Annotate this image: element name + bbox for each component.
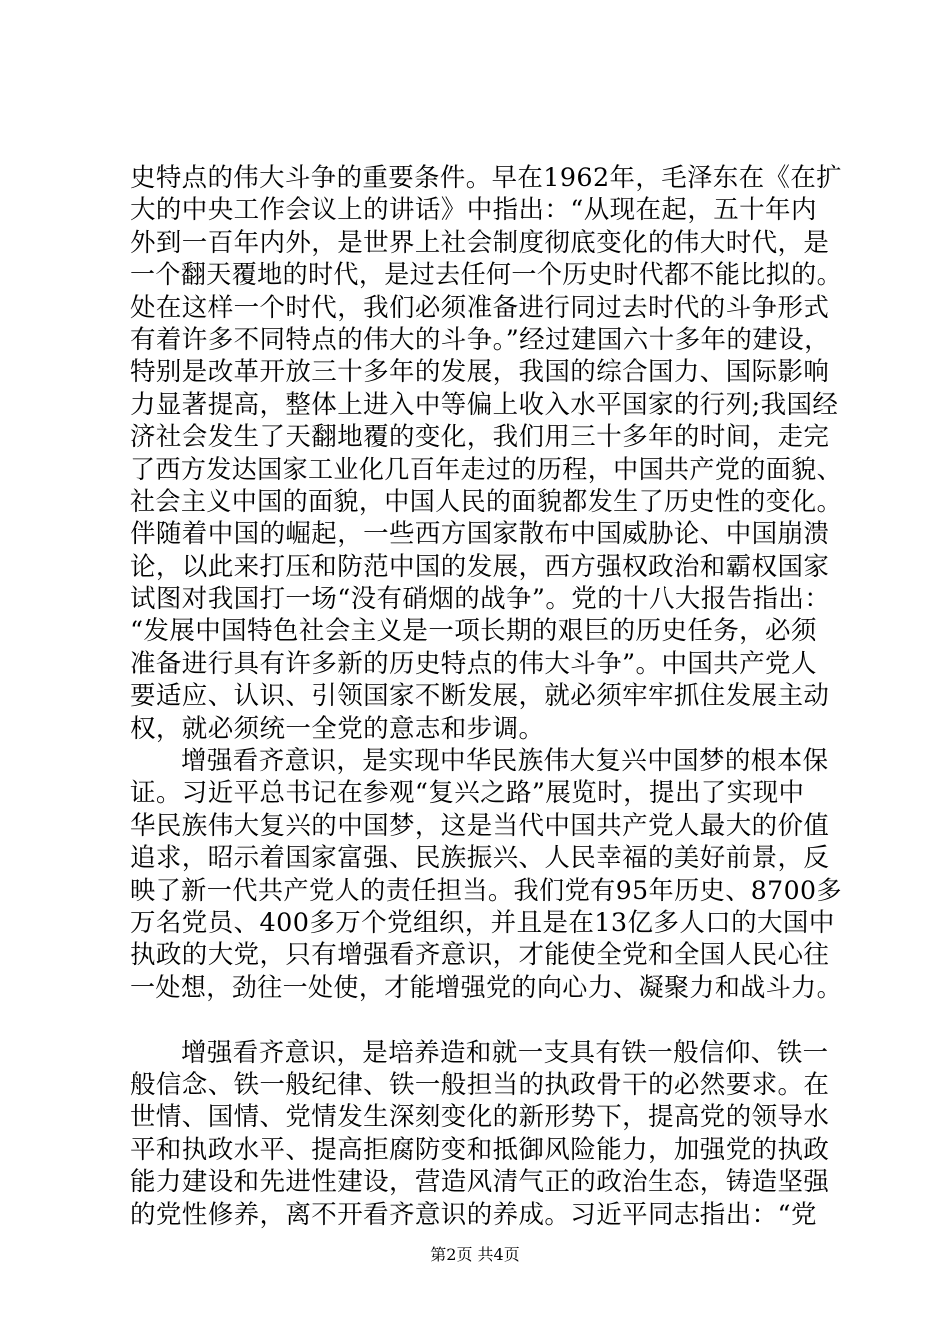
text-line: 大的中央工作会议上的讲话》中指出：“从现在起，五十年内: [130, 195, 817, 226]
text-line: 济社会发生了天翻地覆的变化，我们用三十多年的时间，走完: [130, 422, 830, 453]
body-text: [130, 162, 842, 1231]
text-line: 试图对我国打一场“没有硝烟的战争”。党的十八大报告指出：: [130, 584, 831, 615]
text-line: 追求，昭示着国家富强、民族振兴、人民幸福的美好前景，反: [130, 843, 830, 874]
paragraph-1: [130, 162, 842, 745]
text-line: 要适应、认识、引领国家不断发展，就必须牢牢抓住发展主动: [130, 681, 830, 712]
paragraph-2: [130, 745, 842, 1004]
text-line: 世情、国情、党情发生深刻变化的新形势下，提高党的领导水: [130, 1102, 830, 1133]
text-line: 史特点的伟大斗争的重要条件。早在1962年，毛泽东在《在扩: [130, 163, 843, 193]
text-line: 有着许多不同特点的伟大的斗争。”经过建国六十多年的建设，: [130, 324, 830, 355]
text-line: 准备进行具有许多新的历史特点的伟大斗争”。中国共产党人: [130, 648, 817, 679]
text-line: 力显著提高，整体上进入中等偏上收入水平国家的行列;我国经: [130, 389, 839, 420]
text-line: 处在这样一个时代，我们必须准备进行同过去时代的斗争形式: [130, 292, 830, 323]
text-line: 的党性修养，离不开看齐意识的养成。习近平同志指出：“党: [130, 1199, 817, 1230]
text-line: 了西方发达国家工业化几百年走过的历程，中国共产党的面貌、: [130, 454, 843, 485]
text-line: 外到一百年内外，是世界上社会制度彻底变化的伟大时代，是: [130, 227, 830, 258]
text-line: 权，就必须统一全党的意志和步调。: [130, 713, 545, 744]
text-line: 万名党员、400多万个党组织，并且是在13亿多人口的大国中: [130, 907, 835, 938]
text-line: 一个翻天覆地的时代，是过去任何一个历史时代都不能比拟的。: [130, 260, 843, 291]
page-footer: 第2页 共4页: [430, 1245, 520, 1264]
text-line: 般信念、铁一般纪律、铁一般担当的执政骨干的必然要求。在: [130, 1069, 830, 1100]
text-line: 执政的大党，只有增强看齐意识，才能使全党和全国人民心往: [130, 940, 830, 971]
text-line: 增强看齐意识，是实现中华民族伟大复兴中国梦的根本保: [181, 746, 829, 777]
text-line: 能力建设和先进性建设，营造风清气正的政治生态，铸造坚强: [130, 1167, 830, 1198]
text-line: 社会主义中国的面貌，中国人民的面貌都发生了历史性的变化。: [130, 486, 843, 517]
paragraph-3: [130, 1037, 842, 1231]
text-line: 论，以此来打压和防范中国的发展，西方强权政治和霸权国家: [130, 551, 830, 582]
paragraph-gap: [130, 1004, 842, 1036]
text-line: 证。习近平总书记在参观“复兴之路”展览时，提出了实现中: [130, 778, 805, 809]
text-line: 伴随着中国的崛起，一些西方国家散布中国威胁论、中国崩溃: [130, 519, 830, 550]
text-line: 映了新一代共产党人的责任担当。我们党有95年历史、8700多: [130, 875, 842, 906]
text-line: 特别是改革开放三十多年的发展，我国的综合国力、国际影响: [130, 357, 830, 388]
text-line: 一处想，劲往一处使，才能增强党的向心力、凝聚力和战斗力。: [130, 972, 843, 1003]
text-line: 华民族伟大复兴的中国梦，这是当代中国共产党人最大的价值: [130, 810, 830, 841]
text-line: “发展中国特色社会主义是一项长期的艰巨的历史任务，必须: [130, 616, 817, 647]
text-line: 平和执政水平、提高拒腐防变和抵御风险能力，加强党的执政: [130, 1134, 830, 1165]
text-line: 增强看齐意识，是培养造和就一支具有铁一般信仰、铁一: [181, 1037, 829, 1068]
